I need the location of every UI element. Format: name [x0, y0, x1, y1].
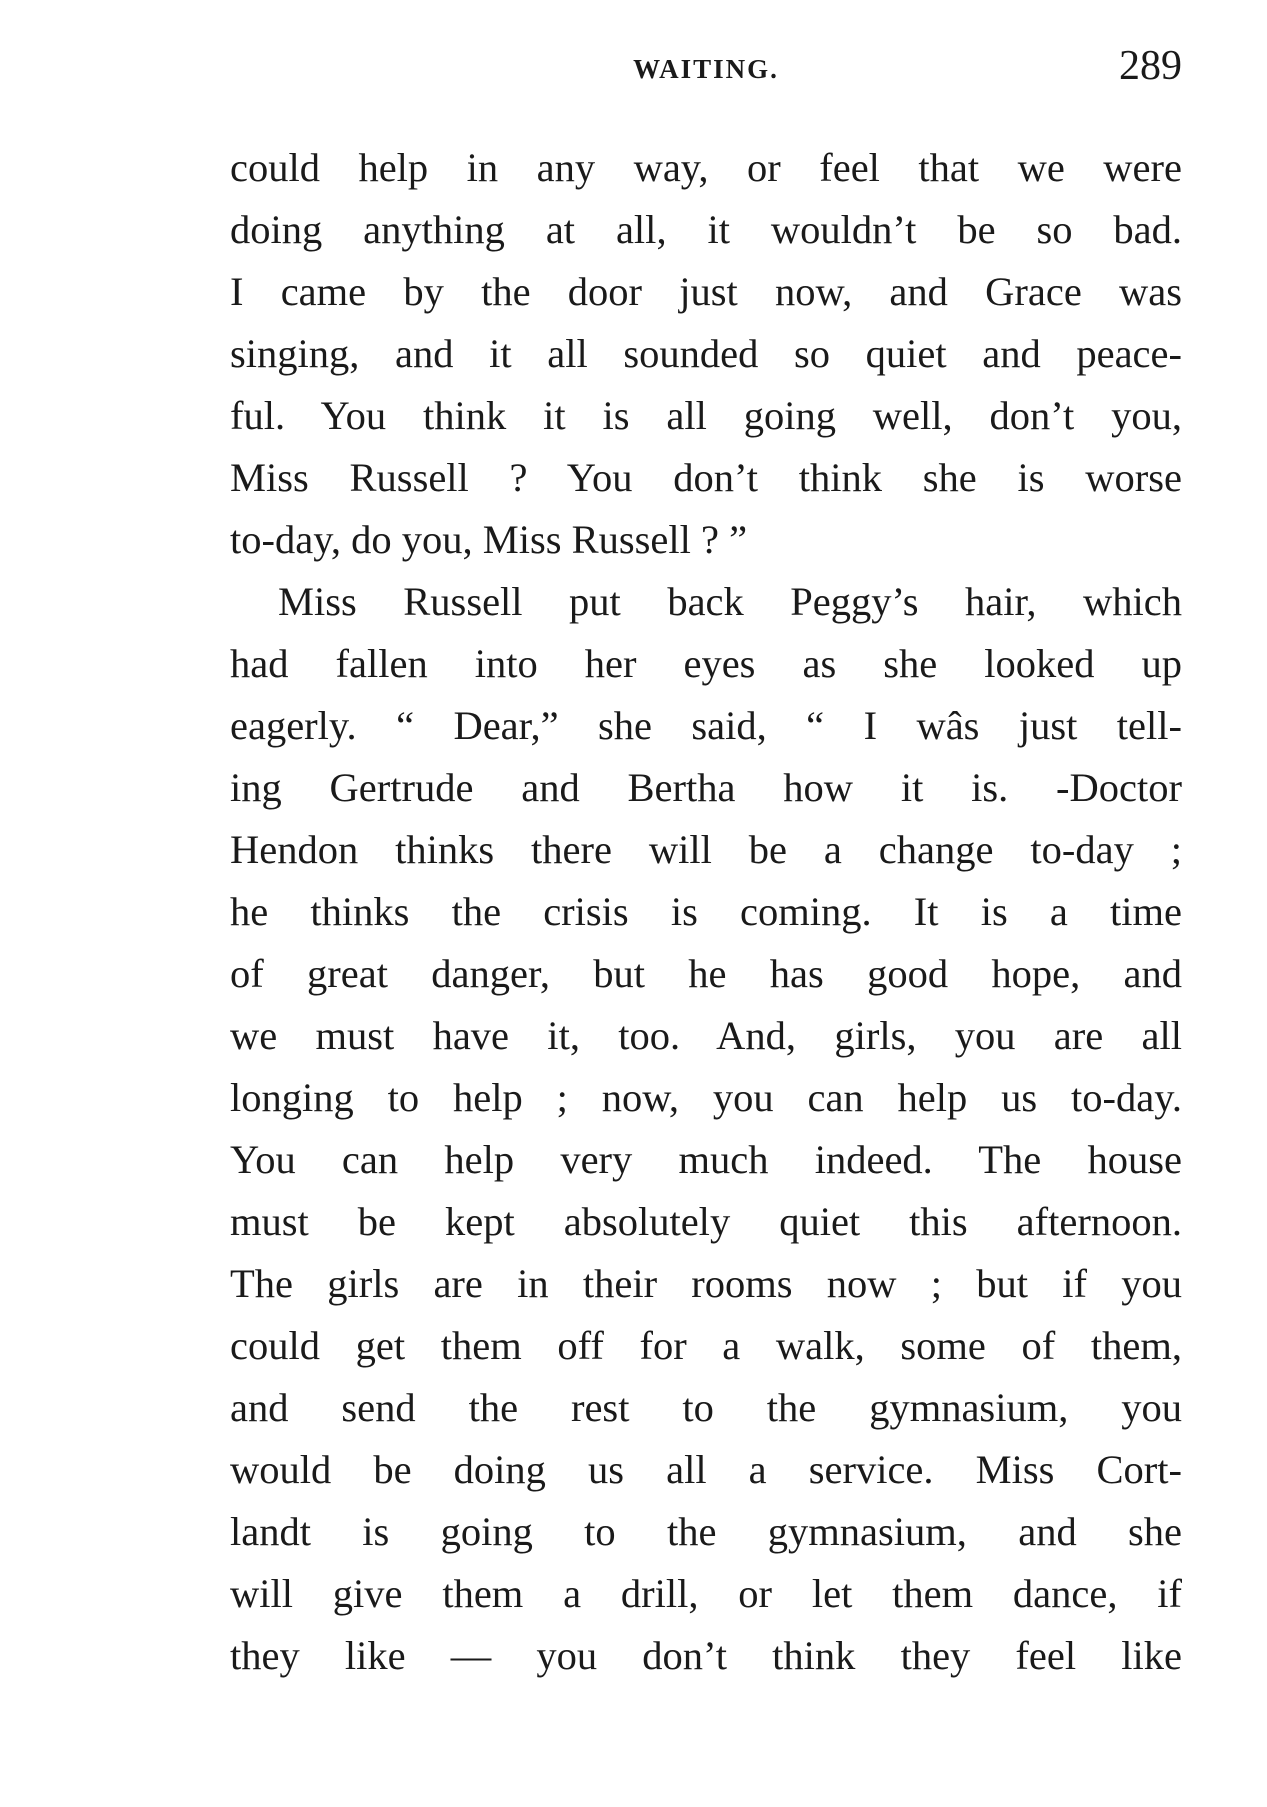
text-line: I came by the door just now, and Grace was	[230, 269, 1182, 314]
text-line: will give them a drill, or let them dance, if	[230, 1571, 1182, 1616]
running-head	[230, 40, 1182, 100]
text-line: eagerly. “ Dear,” she said, “ I wâs just tell-	[230, 703, 1182, 748]
text-line: of great danger, but he has good hope, and	[230, 951, 1182, 996]
body-text	[230, 137, 1182, 1687]
text-line: The girls are in their rooms now ; but if you	[230, 1261, 1182, 1306]
text-line: Hendon thinks there will be a change to-day ;	[230, 827, 1182, 872]
text-line: had fallen into her eyes as she looked up	[230, 641, 1182, 686]
page-number: 289	[1119, 43, 1182, 89]
text-line: he thinks the crisis is coming. It is a time	[230, 889, 1182, 934]
text-line: longing to help ; now, you can help us to-day.	[230, 1075, 1182, 1120]
text-line: they like — you don’t think they feel like	[230, 1633, 1182, 1678]
text-line: and send the rest to the gymnasium, you	[230, 1385, 1182, 1430]
text-line: You can help very much indeed. The house	[230, 1137, 1182, 1182]
text-line: could help in any way, or feel that we were	[230, 145, 1182, 190]
running-title: WAITING.	[633, 54, 779, 84]
text-line: we must have it, too. And, girls, you are all	[230, 1013, 1182, 1058]
text-line: landt is going to the gymnasium, and she	[230, 1509, 1182, 1554]
text-line: ful. You think it is all going well, don’t you,	[230, 393, 1182, 438]
text-line: would be doing us all a service. Miss Cort-	[230, 1447, 1182, 1492]
text-line: doing anything at all, it wouldn’t be so bad.	[230, 207, 1182, 252]
text-line: Miss Russell put back Peggy’s hair, which	[278, 579, 1182, 624]
text-line: could get them off for a walk, some of them,	[230, 1323, 1182, 1368]
text-line: Miss Russell ? You don’t think she is worse	[230, 455, 1182, 500]
text-line: singing, and it all sounded so quiet and peace-	[230, 331, 1182, 376]
text-line: must be kept absolutely quiet this afternoon.	[230, 1199, 1182, 1244]
text-line: ing Gertrude and Bertha how it is. -Doctor	[230, 765, 1182, 810]
text-line: to-day, do you, Miss Russell ? ”	[230, 517, 748, 562]
